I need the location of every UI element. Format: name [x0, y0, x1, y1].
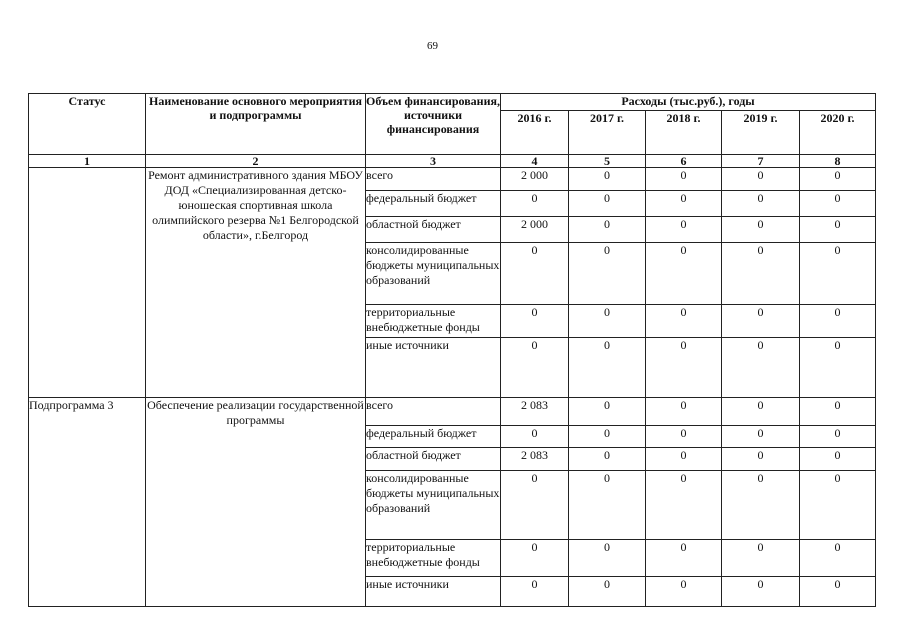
column-number: 8 — [800, 155, 876, 168]
value-cell: 0 — [800, 338, 876, 398]
value-cell: 0 — [569, 540, 646, 577]
funding-source-cell: областной бюджет — [366, 217, 501, 243]
value-cell: 0 — [501, 243, 569, 305]
header-year: 2017 г. — [569, 111, 646, 155]
value-cell: 0 — [722, 168, 800, 191]
value-cell: 0 — [569, 305, 646, 338]
value-cell: 0 — [646, 243, 722, 305]
column-number: 7 — [722, 155, 800, 168]
header-volume: Объем финансирования, источники финансирования — [366, 94, 501, 155]
value-cell: 0 — [800, 471, 876, 540]
value-cell: 2 083 — [501, 448, 569, 471]
value-cell: 0 — [722, 398, 800, 426]
value-cell: 0 — [501, 426, 569, 448]
value-cell: 0 — [800, 577, 876, 607]
value-cell: 0 — [722, 577, 800, 607]
value-cell: 0 — [800, 191, 876, 217]
value-cell: 0 — [569, 191, 646, 217]
funding-source-cell: всего — [366, 398, 501, 426]
funding-source-cell: федеральный бюджет — [366, 426, 501, 448]
budget-table — [28, 93, 876, 607]
column-number: 5 — [569, 155, 646, 168]
column-number: 1 — [29, 155, 146, 168]
value-cell: 0 — [800, 448, 876, 471]
value-cell: 0 — [569, 168, 646, 191]
value-cell: 0 — [569, 448, 646, 471]
table-row — [29, 168, 876, 191]
column-number: 2 — [146, 155, 366, 168]
value-cell: 0 — [569, 577, 646, 607]
value-cell: 0 — [501, 540, 569, 577]
value-cell: 0 — [722, 426, 800, 448]
value-cell: 0 — [722, 448, 800, 471]
value-cell: 0 — [800, 540, 876, 577]
header-year: 2019 г. — [722, 111, 800, 155]
header-year: 2020 г. — [800, 111, 876, 155]
value-cell: 0 — [722, 471, 800, 540]
value-cell: 0 — [800, 243, 876, 305]
funding-source-cell: территориальные внебюджетные фонды — [366, 540, 501, 577]
value-cell: 0 — [501, 338, 569, 398]
value-cell: 0 — [646, 191, 722, 217]
value-cell: 0 — [646, 305, 722, 338]
status-cell: Подпрограмма 3 — [29, 398, 146, 607]
value-cell: 0 — [646, 426, 722, 448]
value-cell: 0 — [646, 540, 722, 577]
header-expenses: Расходы (тыс.руб.), годы — [501, 94, 876, 111]
funding-source-cell: областной бюджет — [366, 448, 501, 471]
value-cell: 0 — [569, 217, 646, 243]
value-cell: 0 — [722, 217, 800, 243]
event-name-cell: Ремонт административного здания МБОУ ДОД «Специализированная детско-юношеская спортивная школа олимпийского резерва №1 Белгородской области», г.Белгород — [146, 168, 366, 398]
value-cell: 0 — [501, 577, 569, 607]
value-cell: 0 — [722, 338, 800, 398]
value-cell: 0 — [722, 305, 800, 338]
header-year: 2018 г. — [646, 111, 722, 155]
value-cell: 0 — [569, 338, 646, 398]
value-cell: 0 — [646, 168, 722, 191]
value-cell: 0 — [646, 217, 722, 243]
value-cell: 0 — [722, 243, 800, 305]
value-cell: 0 — [646, 398, 722, 426]
page-number: 69 — [427, 40, 438, 52]
value-cell: 0 — [722, 191, 800, 217]
value-cell: 0 — [501, 305, 569, 338]
value-cell: 2 083 — [501, 398, 569, 426]
funding-source-cell: федеральный бюджет — [366, 191, 501, 217]
status-cell — [29, 168, 146, 398]
column-number: 3 — [366, 155, 501, 168]
value-cell: 0 — [800, 168, 876, 191]
value-cell: 0 — [646, 338, 722, 398]
value-cell: 0 — [569, 398, 646, 426]
value-cell: 0 — [800, 426, 876, 448]
header-status: Статус — [29, 94, 146, 155]
funding-source-cell: консолидированные бюджеты муниципальных образований — [366, 243, 501, 305]
column-number: 4 — [501, 155, 569, 168]
funding-source-cell: иные источники — [366, 338, 501, 398]
column-number: 6 — [646, 155, 722, 168]
value-cell: 2 000 — [501, 168, 569, 191]
value-cell: 0 — [569, 471, 646, 540]
value-cell: 0 — [569, 426, 646, 448]
value-cell: 0 — [800, 398, 876, 426]
header-year: 2016 г. — [501, 111, 569, 155]
value-cell: 0 — [646, 577, 722, 607]
value-cell: 0 — [646, 471, 722, 540]
value-cell: 0 — [501, 471, 569, 540]
funding-source-cell: территориальные внебюджетные фонды — [366, 305, 501, 338]
value-cell: 0 — [646, 448, 722, 471]
funding-source-cell: консолидированные бюджеты муниципальных образований — [366, 471, 501, 540]
value-cell: 2 000 — [501, 217, 569, 243]
table-row — [29, 398, 876, 426]
value-cell: 0 — [569, 243, 646, 305]
value-cell: 0 — [800, 305, 876, 338]
funding-source-cell: иные источники — [366, 577, 501, 607]
value-cell: 0 — [722, 540, 800, 577]
funding-source-cell: всего — [366, 168, 501, 191]
header-name: Наименование основного мероприятия и подпрограммы — [146, 94, 366, 155]
value-cell: 0 — [501, 191, 569, 217]
value-cell: 0 — [800, 217, 876, 243]
event-name-cell: Обеспечение реализации государственной программы — [146, 398, 366, 607]
